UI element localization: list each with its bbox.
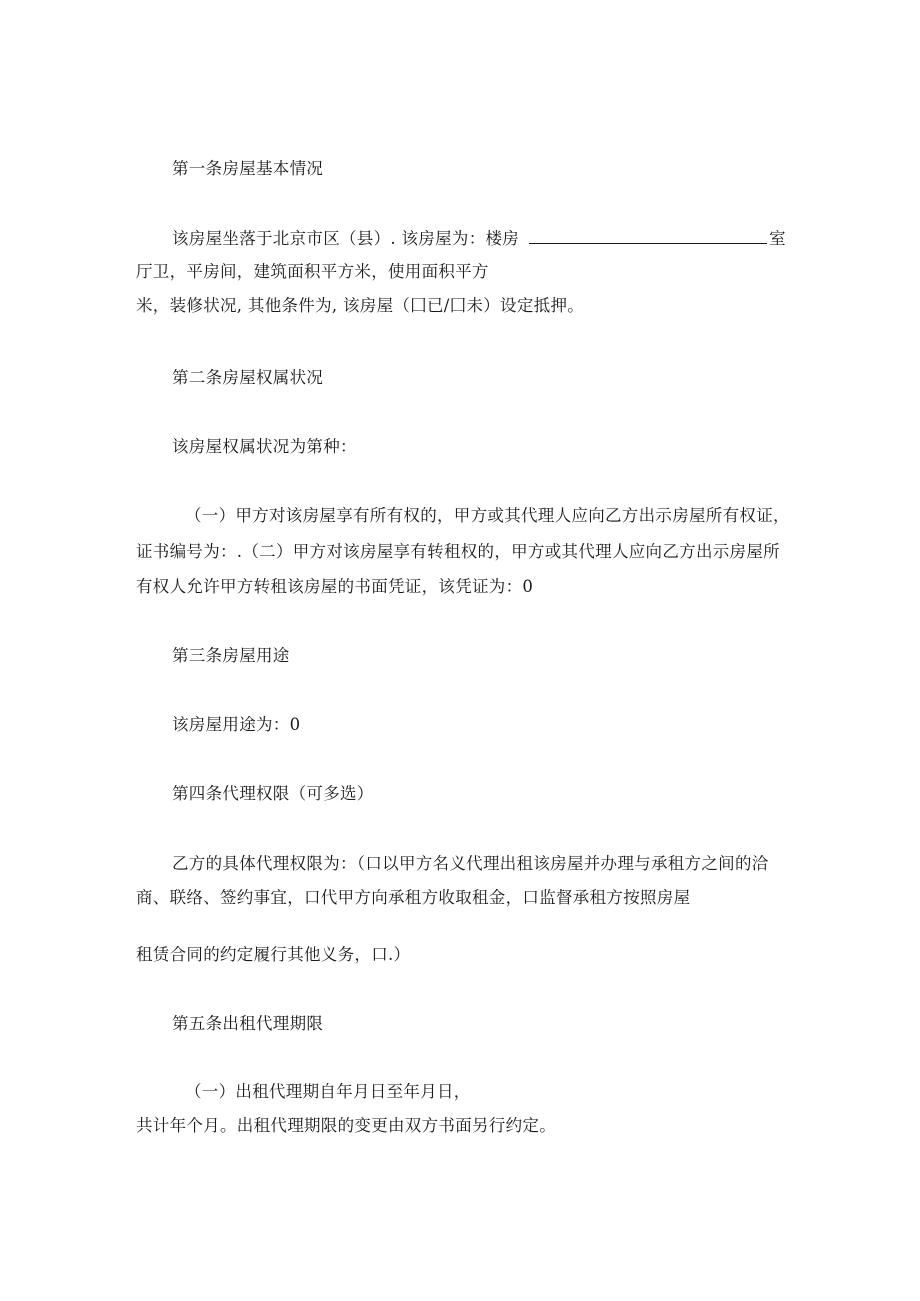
section-2-para-1: 该房屋权属状况为第种： — [172, 437, 357, 456]
section-4-title: 第四条代理权限（可多选） — [172, 784, 374, 803]
section-3-title: 第三条房屋用途 — [172, 646, 290, 665]
section-3-para-1: 该房屋用途为：0 — [172, 715, 301, 734]
section-2-para-2-line-1: （一）甲方对该房屋享有所有权的，甲方或其代理人应向乙方出示房屋所有权证， — [185, 506, 790, 525]
section-5-title: 第五条出租代理期限 — [172, 1014, 324, 1033]
section-4-para-line-3: 租赁合同的约定履行其他义务，口.） — [136, 945, 411, 964]
section-4-para-line-1: 乙方的具体代理权限为：（口以甲方名义代理出租该房屋并办理与承租方之间的洽 — [172, 854, 769, 873]
section-1-para-line-3: 米，装修状况, 其他条件为, 该房屋（囗已/囗未）设定抵押。 — [136, 296, 585, 315]
section-1-text-room: 室 — [769, 229, 786, 248]
section-1-title: 第一条房屋基本情况 — [172, 159, 324, 178]
section-2-para-2-line-2: 证书编号为：.（二）甲方对该房屋享有转租权的，甲方或其代理人应向乙方出示房屋所 — [136, 542, 780, 561]
section-1-text: 该房屋坐落于北京市区（县）. 该房屋为：楼房 — [172, 229, 520, 248]
section-5-para-line-2: 共计年个月。出租代理期限的变更由双方书面另行约定。 — [136, 1116, 556, 1135]
section-1-para-line-2: 厅卫，平房间，建筑面积平方米，使用面积平方 — [136, 262, 489, 281]
section-4-para-line-2: 商、联络、签约事宜，口代甲方向承租方收取租金，口监督承租方按照房屋 — [136, 888, 691, 907]
section-2-title: 第二条房屋权属状况 — [172, 368, 324, 387]
section-5-para-line-1: （一）出租代理期自年月日至年月日， — [185, 1082, 471, 1101]
fill-in-blank — [529, 229, 767, 244]
section-2-para-2-line-3: 有权人允许甲方转租该房屋的书面凭证，该凭证为：0 — [136, 577, 534, 596]
section-1-para-line-1 — [172, 228, 786, 250]
